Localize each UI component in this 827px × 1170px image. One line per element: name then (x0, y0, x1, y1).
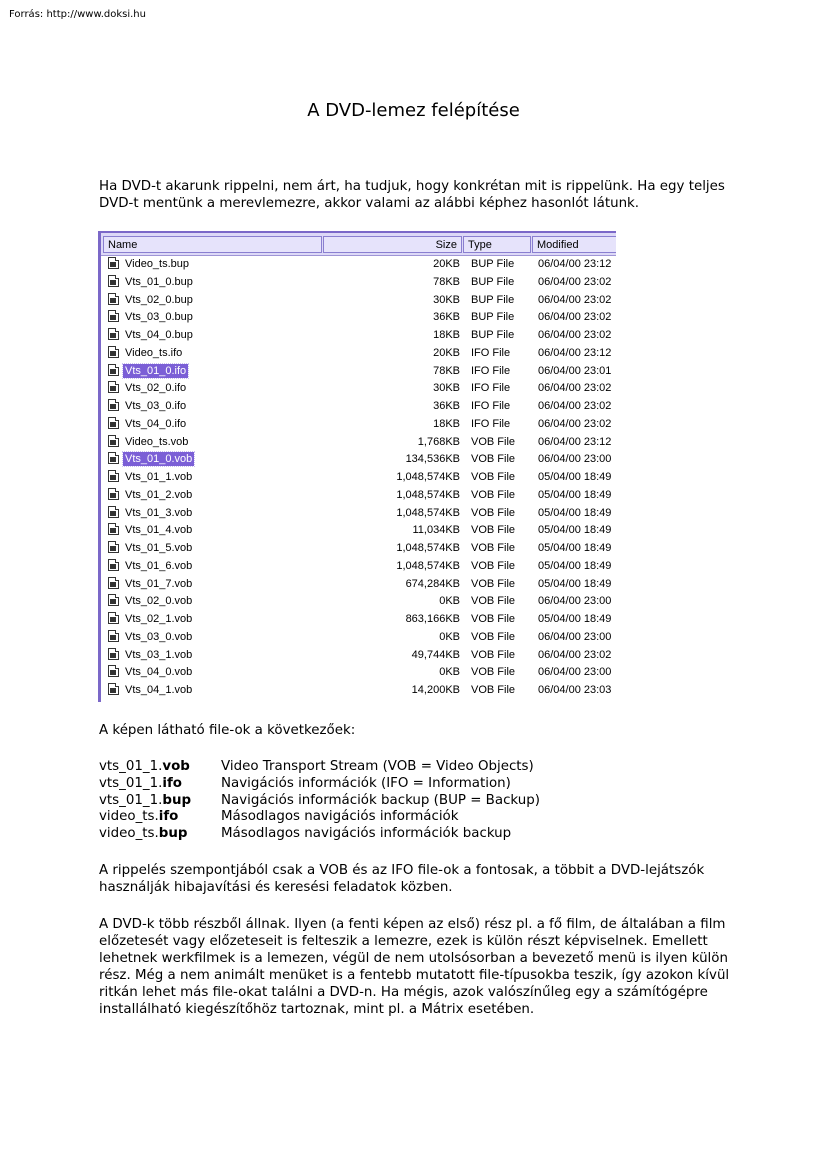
parts-paragraph: A DVD-k több részből állnak. Ilyen (a fenti képen az első) rész pl. a fő film, de általában a film előzetesét vagy előzeteseit is felteszik a lemezre, ezek is külön részt képviselnek. Emellett lehetnek werkfilmek is a lemezen, végül de nem utolsósorban a bevezető menü is ilyen külön rész. Még a nem animált menüket is a fentebb mutatott file-típusokba teszik, így azokon kívül ritkán lehet más file-okat találni a DVD-n. Ha mégis, azok valószínűleg egy a számítógépre installálható kiegészítőhöz tartoznak, mint pl. a Mátrix esetében. (99, 917, 730, 1017)
file-row[interactable] (101, 308, 616, 326)
file-name: Video_ts.bup (125, 258, 190, 270)
file-icon (108, 435, 119, 447)
file-modified: 06/04/00 23:12 (538, 346, 612, 359)
file-type-extension: ifo (162, 775, 182, 791)
ripping-note: A rippelés szempontjából csak a VOB és az IFO file-ok a fontosak, a többit a DVD-lejátszók használják hibajavítási és keresési feladatok közben. (99, 863, 705, 895)
file-icon (108, 399, 119, 411)
file-icon (108, 470, 119, 482)
file-modified: 06/04/00 23:00 (538, 453, 612, 466)
file-type-item (99, 759, 540, 776)
file-type: VOB File (471, 559, 516, 572)
file-type-item (99, 826, 540, 843)
file-type-name (99, 759, 221, 776)
file-name: Vts_04_0.bup (125, 329, 193, 341)
file-size: 30KB (433, 382, 460, 395)
file-row[interactable] (101, 326, 616, 344)
file-type: VOB File (471, 648, 516, 661)
file-icon (108, 328, 119, 340)
file-icon (108, 310, 119, 322)
file-size: 674,284KB (405, 577, 460, 590)
file-type-item (99, 793, 540, 810)
file-type: IFO File (471, 400, 511, 412)
file-name: Vts_01_5.vob (125, 542, 193, 554)
file-row[interactable] (101, 575, 616, 593)
file-name: Vts_02_0.bup (125, 293, 193, 306)
file-name: Vts_01_7.vob (125, 577, 193, 590)
file-type: VOB File (471, 488, 516, 501)
file-icon (108, 293, 119, 305)
file-modified: 06/04/00 23:12 (538, 258, 612, 270)
file-modified: 06/04/00 23:01 (538, 364, 612, 377)
file-size: 0KB (439, 595, 460, 608)
file-modified: 06/04/00 23:02 (538, 648, 612, 661)
file-name: Vts_01_4.vob (125, 524, 193, 537)
file-type-name (99, 809, 221, 826)
file-name: Vts_01_0.ifo (125, 364, 187, 377)
file-row[interactable] (101, 433, 616, 451)
file-type-description: Navigációs információk (IFO = Information) (221, 775, 511, 791)
file-type: BUP File (471, 275, 515, 288)
file-size: 11,034KB (412, 524, 460, 537)
file-type-extension: vob (162, 759, 190, 774)
column-header-size[interactable]: Size (323, 236, 462, 253)
file-modified: 05/04/00 18:49 (538, 542, 612, 554)
file-modified: 06/04/00 23:02 (538, 400, 612, 412)
file-row[interactable] (101, 468, 616, 486)
file-type: IFO File (471, 417, 511, 430)
file-icon (108, 577, 119, 589)
file-size: 14,200KB (411, 684, 460, 696)
file-name: Vts_01_0.vob (125, 453, 193, 466)
file-name: Vts_04_1.vob (125, 684, 193, 696)
file-type-base: vts_01_1. (99, 775, 163, 791)
file-size: 1,048,574KB (396, 471, 460, 483)
file-modified: 05/04/00 18:49 (538, 613, 612, 625)
file-type-name (99, 793, 221, 810)
file-type: VOB File (471, 435, 516, 448)
file-icon (108, 648, 119, 660)
file-type: BUP File (471, 258, 515, 270)
file-type: VOB File (471, 666, 516, 679)
file-row[interactable] (101, 344, 616, 362)
file-icon (108, 612, 119, 624)
column-header-name[interactable]: Name (103, 236, 322, 253)
file-row[interactable] (101, 273, 616, 291)
file-row[interactable] (101, 610, 616, 628)
list-intro: A képen látható file-ok a következőek: (99, 723, 356, 738)
file-type-description: Másodlagos navigációs információk backup (221, 826, 512, 842)
file-row[interactable] (101, 521, 616, 539)
file-type-name (99, 826, 221, 843)
file-icon (108, 665, 119, 677)
file-name: Vts_02_0.vob (125, 595, 193, 608)
source-line: Forrás: http://www.doksi.hu (9, 9, 146, 20)
file-name: Vts_03_0.vob (125, 630, 193, 643)
file-size: 0KB (439, 666, 460, 679)
file-size: 1,048,574KB (396, 488, 460, 501)
file-row[interactable] (101, 255, 616, 273)
file-size: 1,048,574KB (396, 559, 460, 572)
file-modified: 06/04/00 23:12 (538, 435, 612, 448)
file-row[interactable] (101, 486, 616, 504)
file-modified: 06/04/00 23:03 (538, 684, 612, 696)
file-icon (108, 417, 119, 429)
file-size: 0KB (439, 630, 460, 643)
file-type: BUP File (471, 293, 515, 306)
file-row[interactable] (101, 646, 616, 664)
file-type: VOB File (471, 595, 516, 608)
file-icon (108, 275, 119, 287)
file-size: 30KB (433, 293, 460, 306)
file-modified: 06/04/00 23:02 (538, 293, 612, 306)
file-type: VOB File (471, 630, 516, 643)
file-name: Vts_02_0.ifo (125, 382, 187, 395)
file-name: Vts_04_0.vob (125, 666, 193, 679)
file-icon (108, 683, 119, 695)
file-modified: 06/04/00 23:00 (538, 666, 612, 679)
file-type: IFO File (471, 364, 511, 377)
file-row[interactable] (101, 628, 616, 646)
file-row[interactable] (101, 592, 616, 610)
intro-paragraph: Ha DVD-t akarunk rippelni, nem árt, ha tudjuk, hogy konkrétan mit is rippelünk. Ha egy teljes DVD-t mentünk a merevlemezre, akkor valami az alábbi képhez hasonlót látunk. (99, 179, 725, 211)
file-name: Vts_01_0.bup (125, 275, 193, 288)
file-type-extension: ifo (158, 809, 179, 825)
file-type: BUP File (471, 329, 515, 341)
file-name: Vts_01_2.vob (125, 488, 193, 501)
file-size: 1,048,574KB (396, 542, 460, 554)
file-row[interactable] (101, 681, 616, 699)
file-type-item (99, 809, 540, 826)
page-title: A DVD-lemez felépítése (307, 100, 520, 121)
file-name: Video_ts.vob (125, 435, 189, 448)
file-size: 20KB (433, 258, 460, 270)
file-size: 863,166KB (405, 613, 460, 625)
file-modified: 05/04/00 18:49 (538, 488, 612, 501)
file-type: IFO File (471, 382, 511, 395)
file-type-extension: bup (162, 792, 192, 808)
file-row[interactable] (101, 504, 616, 522)
file-size: 134,536KB (405, 453, 460, 466)
column-header-modified[interactable]: Modified (532, 236, 616, 253)
file-type: VOB File (471, 506, 516, 519)
file-type: VOB File (471, 471, 516, 483)
file-type-description: Másodlagos navigációs információk (221, 809, 459, 825)
file-type: VOB File (471, 524, 516, 537)
file-list-screenshot (98, 231, 616, 702)
file-modified: 06/04/00 23:00 (538, 595, 612, 608)
file-modified: 06/04/00 23:02 (538, 382, 612, 395)
file-icon (108, 523, 119, 535)
file-icon (108, 257, 119, 269)
file-icon (108, 506, 119, 518)
file-modified: 05/04/00 18:49 (538, 559, 612, 572)
file-type-description: Navigációs információk backup (BUP = Backup) (221, 792, 540, 808)
file-modified: 06/04/00 23:02 (538, 329, 612, 341)
file-icon (108, 594, 119, 606)
file-modified: 06/04/00 23:00 (538, 630, 612, 643)
file-row[interactable] (101, 362, 616, 380)
file-type: VOB File (471, 542, 516, 554)
file-type-base: vts_01_1. (99, 759, 163, 774)
file-type: VOB File (471, 577, 516, 590)
file-type: VOB File (471, 453, 516, 466)
file-row[interactable] (101, 539, 616, 557)
file-name: Vts_01_1.vob (125, 471, 193, 483)
file-icon (108, 630, 119, 642)
file-name: Video_ts.ifo (125, 346, 183, 359)
file-name: Vts_03_0.bup (125, 311, 193, 324)
file-type-base: video_ts. (99, 809, 159, 825)
file-icon (108, 488, 119, 500)
file-type-base: video_ts. (99, 826, 159, 842)
file-modified: 06/04/00 23:02 (538, 275, 612, 288)
file-name: Vts_02_1.vob (125, 613, 193, 625)
file-row[interactable] (101, 397, 616, 415)
file-name: Vts_04_0.ifo (125, 417, 187, 430)
file-size: 78KB (433, 364, 460, 377)
file-row[interactable] (101, 557, 616, 575)
file-modified: 05/04/00 18:49 (538, 471, 612, 483)
file-type-list (99, 759, 540, 843)
file-icon (108, 541, 119, 553)
file-modified: 06/04/00 23:02 (538, 311, 612, 324)
file-row[interactable] (101, 291, 616, 309)
file-type: BUP File (471, 311, 515, 324)
file-modified: 06/04/00 23:02 (538, 417, 612, 430)
file-name: Vts_03_1.vob (125, 648, 193, 661)
column-header (101, 233, 616, 256)
file-modified: 05/04/00 18:49 (538, 524, 612, 537)
file-type-name (99, 776, 221, 793)
file-type: VOB File (471, 684, 516, 696)
file-row[interactable] (101, 663, 616, 681)
file-name: Vts_01_3.vob (125, 506, 193, 519)
file-type-item (99, 776, 540, 793)
file-type: IFO File (471, 346, 511, 359)
file-size: 18KB (433, 329, 460, 341)
file-icon (108, 346, 119, 358)
file-icon (108, 452, 119, 464)
file-modified: 05/04/00 18:49 (538, 506, 612, 519)
file-size: 20KB (433, 346, 460, 359)
file-size: 36KB (433, 400, 460, 412)
file-row[interactable] (101, 450, 616, 468)
file-icon (108, 559, 119, 571)
file-type-extension: bup (158, 826, 188, 842)
file-row[interactable] (101, 379, 616, 397)
file-icon (108, 364, 119, 376)
column-header-type[interactable]: Type (463, 236, 531, 253)
file-row[interactable] (101, 415, 616, 433)
file-type-description: Video Transport Stream (VOB = Video Objects) (221, 759, 534, 774)
file-name: Vts_01_6.vob (125, 559, 193, 572)
file-name: Vts_03_0.ifo (125, 400, 187, 412)
file-size: 18KB (433, 417, 460, 430)
file-modified: 05/04/00 18:49 (538, 577, 612, 590)
file-size: 36KB (433, 311, 460, 324)
file-type: VOB File (471, 613, 516, 625)
file-icon (108, 381, 119, 393)
file-rows (101, 255, 616, 699)
file-size: 78KB (433, 275, 460, 288)
file-size: 1,768KB (417, 435, 460, 448)
file-size: 49,744KB (411, 648, 460, 661)
file-type-base: vts_01_1. (99, 792, 163, 808)
file-size: 1,048,574KB (396, 506, 460, 519)
